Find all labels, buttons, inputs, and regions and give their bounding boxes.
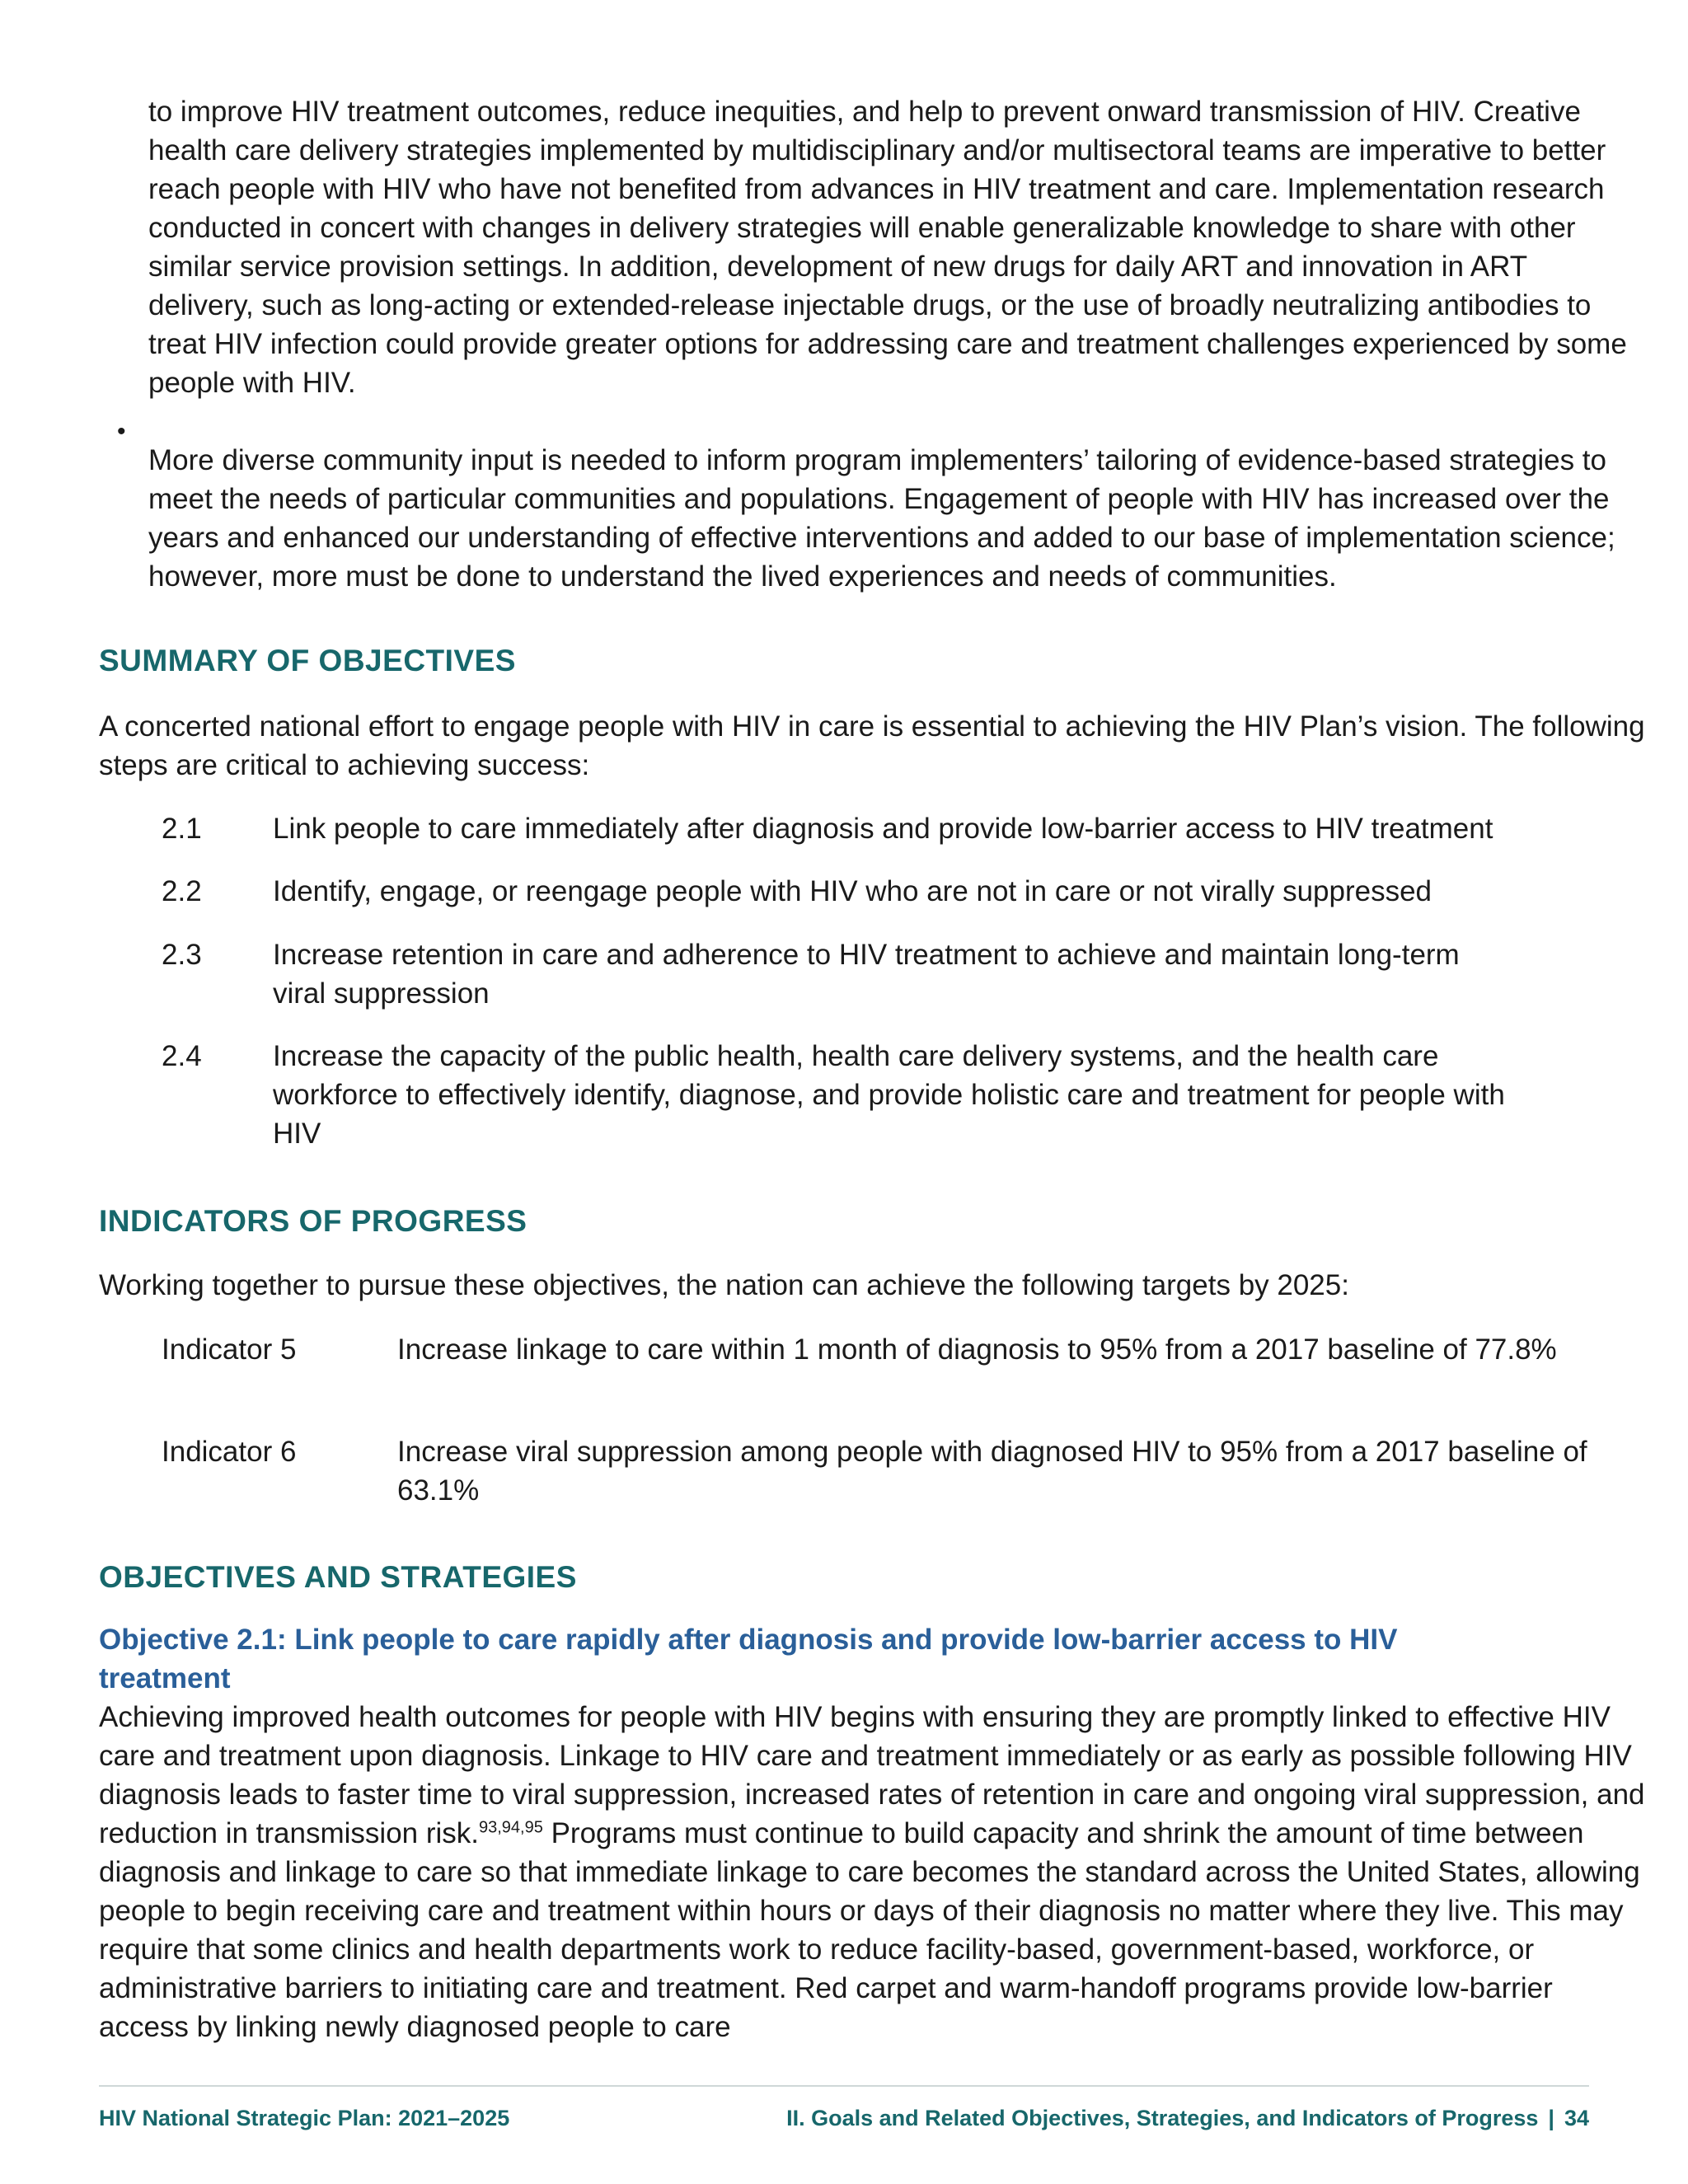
objective-text: Increase retention in care and adherence to HIV treatment to achieve and maintain long-term viral suppression — [273, 939, 1460, 1010]
indicator-text: Increase linkage to care within 1 month of diagnosis to 95% from a 2017 baseline of 77.8% — [397, 1333, 1557, 1366]
objective-number: 2.3 — [162, 939, 202, 971]
page-number: 34 — [1564, 2106, 1589, 2130]
objective-2-1-body — [99, 1698, 1648, 2046]
indicator-label: Indicator 6 — [162, 1436, 297, 1468]
objective-number: 2.4 — [162, 1040, 202, 1072]
body-text-part-2: Programs must continue to build capacity and shrink the amount of time between diagnosis and linkage to care so that immediate linkage to care becomes the standard across the United States, allowing people to begin receiving care and treatment within hours or days of their diagnosis no matter where they live. This may require that some clinics and health departments work to reduce facility-based, government-based, workforce, or administrative barriers to initiating care and treatment. Red carpet and warm-handoff programs provide low-barrier access by linking newly diagnosed people to care — [99, 1817, 1640, 2043]
objective-number: 2.1 — [162, 813, 202, 845]
body-text-part-1: Achieving improved health outcomes for people with HIV begins with ensuring they are promptly linked to effective HIV care and treatment upon diagnosis. Linkage to HIV care and treatment immediately or as early as possible following HIV diagnosis leads to faster time to viral suppression, increased rates of retention in care and ongoing viral suppression, and reduction in transmission risk. — [99, 1701, 1645, 1849]
bullet-text: More diverse community input is needed to inform program implementers’ tailoring of evidence-based strategies to meet the needs of particular communities and populations. Engagement of people with HIV has increased over the years and enhanced our understanding of effective interventions and added to our base of implementation science; however, more must be done to understand the lived experiences and needs of communities. — [148, 444, 1615, 593]
footer-document-title: HIV National Strategic Plan: 2021–2025 — [99, 2106, 510, 2130]
continuation-paragraph: to improve HIV treatment outcomes, reduce inequities, and help to prevent onward transmission of HIV. Creative health care delivery strategies implemented by multidisciplinary and/or multisectoral teams are imperative to better reach people with HIV who have not benefited from advances in HIV treatment and care. Implementation research conducted in concert with changes in delivery strategies will enable generalizable knowledge to share with other similar service provision settings. In addition, development of new drugs for daily ART and innovation in ART delivery, such as long-acting or extended-release injectable drugs, or the use of broadly neutralizing antibodies to treat HIV infection could provide greater options for addressing care and treatment challenges experienced by some people with HIV. — [148, 96, 1627, 399]
footer-divider — [99, 2085, 1589, 2087]
bullet-marker: • — [117, 418, 126, 445]
indicator-label: Indicator 5 — [162, 1333, 297, 1366]
objective-text: Increase the capacity of the public health, health care delivery systems, and the health care workforce to effectively identify, diagnose, and provide holistic care and treatment for people with HIV — [273, 1040, 1505, 1150]
indicator-text: Increase viral suppression among people with diagnosed HIV to 95% from a 2017 baseline of 63.1% — [397, 1436, 1587, 1507]
indicators-intro: Working together to pursue these objectives, the nation can achieve the following targets by 2025: — [99, 1269, 1349, 1301]
objective-text: Link people to care immediately after diagnosis and provide low-barrier access to HIV treatment — [273, 813, 1493, 845]
footer-section-info — [786, 2103, 1589, 2133]
objective-text: Identify, engage, or reengage people with HIV who are not in care or not virally suppressed — [273, 875, 1432, 907]
indicators-heading: INDICATORS OF PROGRESS — [99, 1204, 528, 1238]
citation-superscript: 93,94,95 — [479, 1818, 543, 1837]
objective-2-1-title: Objective 2.1: Link people to care rapidly after diagnosis and provide low-barrier access to HIV treatment — [99, 1624, 1398, 1694]
footer-separator: | — [1548, 2106, 1554, 2130]
summary-intro: A concerted national effort to engage people with HIV in care is essential to achieving the HIV Plan’s vision. The following steps are critical to achieving success: — [99, 710, 1645, 781]
objective-number: 2.2 — [162, 875, 202, 907]
footer-section-title: II. Goals and Related Objectives, Strategies, and Indicators of Progress — [786, 2106, 1539, 2130]
summary-heading: SUMMARY OF OBJECTIVES — [99, 644, 516, 677]
strategies-heading: OBJECTIVES AND STRATEGIES — [99, 1560, 577, 1594]
